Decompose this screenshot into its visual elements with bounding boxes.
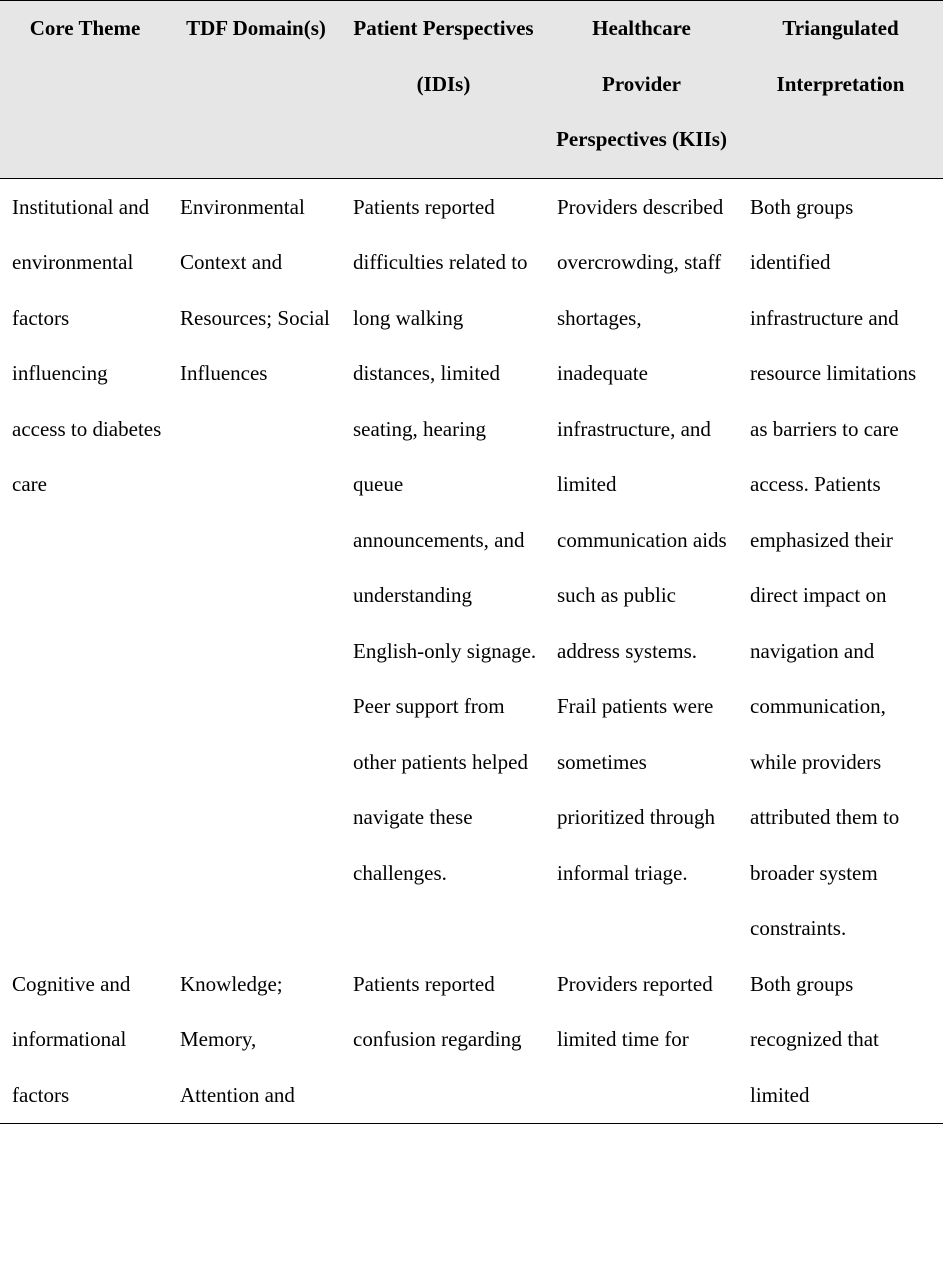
cell-tdf-domains — [170, 178, 342, 957]
cell-core-theme — [0, 957, 170, 1124]
cell-triangulated-interpretation — [738, 957, 943, 1124]
cell-provider-perspectives — [545, 957, 738, 1124]
cell-tdf-domains — [170, 957, 342, 1124]
cell-provider-perspectives — [545, 178, 738, 957]
cell-triangulated-interpretation — [738, 178, 943, 957]
table-row — [0, 957, 943, 1124]
cell-text: Patients reported difficulties related to long walking distances, limited seating, hearing queue announcements, and understanding English-only signage. Peer support from other patients helped navigate these challenges. — [353, 194, 537, 885]
cell-text: Both groups recognized that limited — [750, 971, 879, 1107]
cell-text: Providers described overcrowding, staff shortages, inadequate infrastructure, and limited communication aids such as public address systems. Frail patients were sometimes prioritized through informal triage. — [557, 194, 727, 885]
cell-text: Cognitive and informational factors — [12, 971, 131, 1107]
cell-patient-perspectives — [342, 957, 545, 1124]
header-tdf-domains: TDF Domain(s) — [170, 1, 342, 179]
table-body — [0, 178, 943, 1124]
header-row — [0, 1, 943, 179]
cell-text: Institutional and environmental factors influencing access to diabetes care — [12, 194, 162, 496]
cell-core-theme — [0, 178, 170, 957]
table-header — [0, 1, 943, 179]
cell-text: Environmental Context and Resources; Social Influences — [180, 194, 330, 385]
header-triangulated-interpretation: Triangulated Interpretation — [738, 1, 943, 179]
cell-text: Both groups identified infrastructure and resource limitations as barriers to care access. Patients emphasized their direct impact on navigation and communication, while providers attributed them to broader system constraints. — [750, 194, 917, 940]
header-core-theme: Core Theme — [0, 1, 170, 179]
cell-text: Knowledge; Memory, Attention and — [180, 971, 295, 1107]
table-row — [0, 178, 943, 957]
cell-patient-perspectives — [342, 178, 545, 957]
cell-text: Providers reported limited time for — [557, 971, 713, 1051]
header-provider-perspectives: Healthcare Provider Perspectives (KIIs) — [545, 1, 738, 179]
header-patient-perspectives: Patient Perspectives (IDIs) — [342, 1, 545, 179]
cell-text: Patients reported confusion regarding — [353, 971, 522, 1051]
